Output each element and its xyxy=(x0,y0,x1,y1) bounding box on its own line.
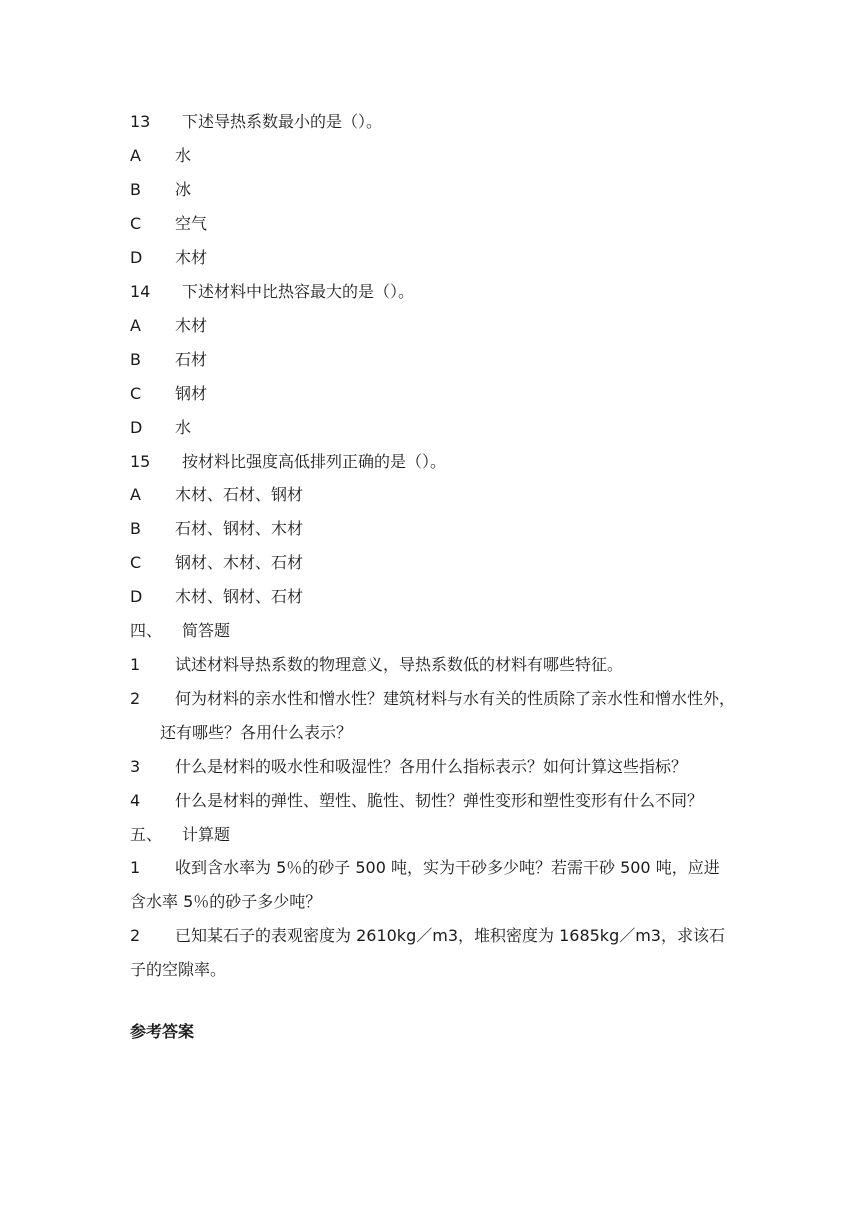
option-text: 木材、钢材、石材 xyxy=(175,587,304,606)
section-title: 简答题 xyxy=(182,621,231,640)
item-text: 什么是材料的弹性、塑性、脆性、韧性？弹性变形和塑性变形有什么不同？ xyxy=(175,791,704,810)
answer-heading: 参考答案 xyxy=(130,1022,195,1041)
option-letter: D xyxy=(130,418,143,437)
option-letter: C xyxy=(130,214,142,233)
option-text: 水 xyxy=(175,146,192,165)
option-letter: C xyxy=(130,384,142,403)
question-text: 下述材料中比热容最大的是（）。 xyxy=(182,282,415,301)
item-text: 何为材料的亲水性和憎水性？建筑材料与水有关的性质除了亲水性和憎水性外，还有哪些？各用什么表示？ xyxy=(160,689,736,742)
option-text: 钢材、木材、石材 xyxy=(175,553,304,572)
option-letter: C xyxy=(130,553,142,572)
item-number: 2 xyxy=(130,926,141,945)
calculation-item-1 xyxy=(130,858,735,918)
question-text: 下述导热系数最小的是（）。 xyxy=(182,112,383,131)
option-text: 钢材 xyxy=(175,384,208,403)
option-letter: B xyxy=(130,180,141,199)
option-text: 冰 xyxy=(175,180,192,199)
option-letter: B xyxy=(130,519,141,538)
short-answer-item-2 xyxy=(130,689,735,749)
option-text: 木材、石材、钢材 xyxy=(175,485,304,504)
item-number: 3 xyxy=(130,757,141,776)
item-text: 已知某石子的表观密度为 2610kg／m3，堆积密度为 1685kg／m3，求该石子的空隙率。 xyxy=(130,926,725,979)
option-text: 石材 xyxy=(175,350,208,369)
option-letter: D xyxy=(130,587,143,606)
option-text: 木材 xyxy=(175,248,208,267)
item-number: 1 xyxy=(130,858,141,877)
option-text: 石材、钢材、木材 xyxy=(175,519,304,538)
option-letter: B xyxy=(130,350,141,369)
item-number: 1 xyxy=(130,655,141,674)
option-letter: A xyxy=(130,485,141,504)
option-letter: A xyxy=(130,316,141,335)
item-number: 2 xyxy=(130,689,141,708)
question-number: 15 xyxy=(130,452,151,471)
section-number: 五、 xyxy=(130,825,163,844)
option-text: 水 xyxy=(175,418,192,437)
item-text: 试述材料导热系数的物理意义，导热系数低的材料有哪些特征。 xyxy=(175,655,624,674)
question-number: 13 xyxy=(130,112,151,131)
item-text: 什么是材料的吸水性和吸湿性？各用什么指标表示？如何计算这些指标？ xyxy=(175,757,688,776)
section-title: 计算题 xyxy=(182,825,231,844)
option-letter: D xyxy=(130,248,143,267)
item-number: 4 xyxy=(130,791,141,810)
calculation-item-2 xyxy=(130,926,735,986)
item-text: 收到含水率为 5％的砂子 500 吨，实为干砂多少吨？若需干砂 500 吨，应进含水率 5％的砂子多少吨？ xyxy=(130,858,720,911)
option-text: 空气 xyxy=(175,214,208,233)
section-number: 四、 xyxy=(130,621,163,640)
option-text: 木材 xyxy=(175,316,208,335)
option-letter: A xyxy=(130,146,141,165)
question-text: 按材料比强度高低排列正确的是（）。 xyxy=(182,452,447,471)
question-number: 14 xyxy=(130,282,151,301)
